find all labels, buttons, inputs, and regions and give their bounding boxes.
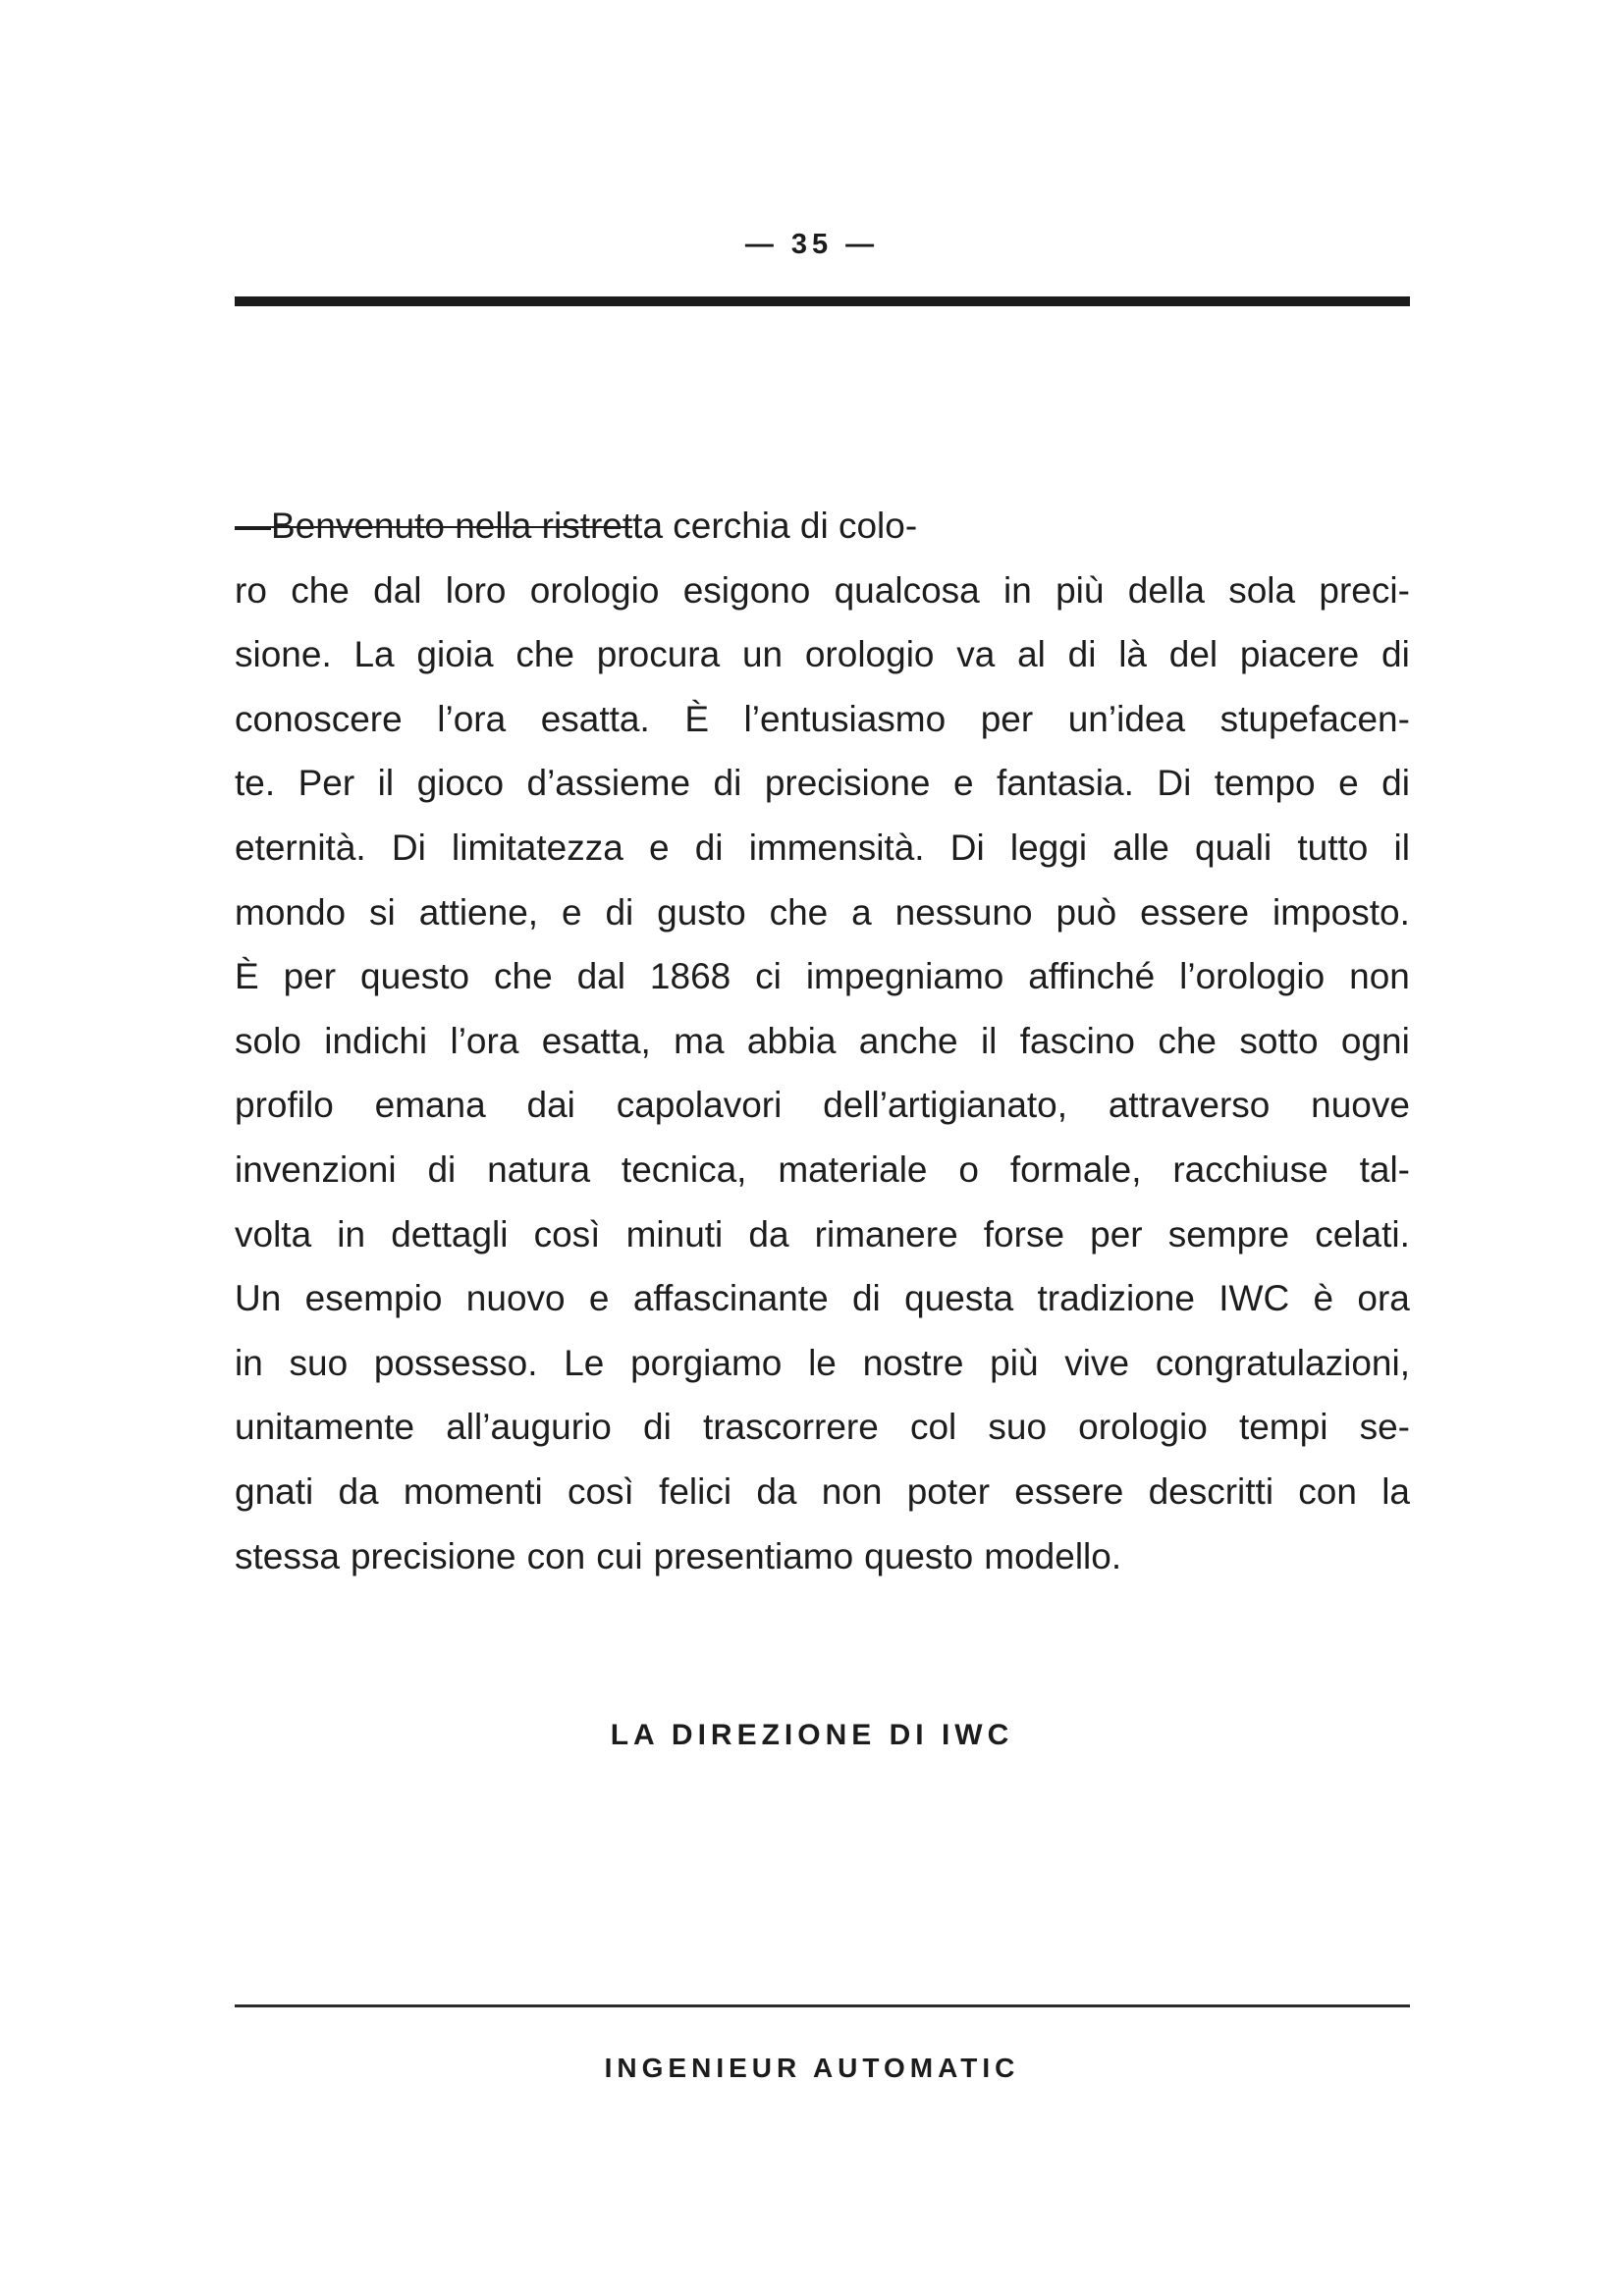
word: immensità. [748,827,925,868]
word: l’orologio [1179,956,1326,997]
word: va [956,634,996,675]
word: invenzioni [235,1148,397,1190]
word: ci [755,956,782,997]
word: minuti [625,1213,724,1255]
word: e [588,1278,610,1319]
word: anche [858,1020,958,1061]
word: della [1127,569,1205,611]
word: Di [391,827,426,868]
word: di [1067,634,1097,675]
word: al [1017,634,1046,675]
word: profilo [235,1085,334,1126]
body-line [235,751,1410,816]
word: e [1338,763,1359,804]
word: questo [360,956,470,997]
body-line-first [235,494,1410,559]
word: materiale [778,1148,928,1190]
word: ogni [1340,1020,1410,1061]
body-line [235,1009,1410,1074]
word: e [952,763,974,804]
word: conoscere [235,698,403,739]
header-rule [235,296,1410,306]
word: che [291,569,350,611]
body-line [235,1202,1410,1267]
word: orologio [529,569,660,611]
word: Di [949,827,985,868]
word: così [567,1470,634,1512]
word: IWC [1218,1278,1290,1319]
word: di [605,891,634,933]
word: essere [1140,891,1250,933]
word: dal [576,956,625,997]
word: che [769,891,829,933]
word: racchiuse [1172,1148,1328,1190]
word: imposto. [1272,891,1410,933]
word: Di [1157,763,1192,804]
word: in [235,1342,263,1383]
first-line-rest: ta cerchia di colo- [632,506,918,546]
word: modello. [984,1535,1122,1576]
body-line [235,1073,1410,1138]
word: dai [526,1085,575,1126]
word: unitamente [235,1407,415,1448]
word: dal [373,569,422,611]
word: di [643,1407,672,1448]
word: non [821,1470,883,1512]
word: poter [906,1470,991,1512]
word: impegniamo [805,956,1004,997]
word: precisione [350,1535,516,1576]
word: piacere [1239,634,1360,675]
word: più [990,1342,1039,1383]
word: porgiamo [630,1342,783,1383]
word: loro [445,569,507,611]
word: sempre [1167,1213,1290,1255]
word: tempo [1214,763,1316,804]
word: di [851,1278,881,1319]
word: nostre [862,1342,964,1383]
word: ro [235,569,267,611]
page-number: — 35 — [744,229,880,260]
word: che [515,634,574,675]
body-line [235,1395,1410,1460]
word: momenti [403,1470,543,1512]
word: mondo [235,891,347,933]
word: te. [235,763,276,804]
word: ma [674,1020,725,1061]
word: esempio [304,1278,443,1319]
word: orologio [804,634,935,675]
word: gnati [235,1470,314,1512]
word: vive [1064,1342,1130,1383]
body-line [235,1138,1410,1202]
signature: LA DIREZIONE DI IWC [610,1719,1014,1751]
word: forse [983,1213,1065,1255]
word: il [1393,827,1410,868]
word: È [684,698,709,739]
word: presentiamo [653,1535,854,1576]
word: gioco [416,763,505,804]
body-line [235,622,1410,687]
word: di [427,1148,457,1190]
word: un [741,634,784,675]
word: in [1003,569,1032,611]
word: felici [659,1470,732,1512]
word: tradizione [1037,1278,1195,1319]
word: sione. [235,634,332,675]
word: tutto [1297,827,1369,868]
body-text [235,494,1410,1588]
word: nessuno [894,891,1033,933]
body-lines [235,559,1410,1589]
word: e [561,891,582,933]
word: Per [298,763,355,804]
word: suo [289,1342,349,1383]
word: solo [235,1020,301,1061]
footer-title: INGENIEUR AUTOMATIC [604,2053,1020,2083]
body-line [235,1331,1410,1396]
word: a [851,891,872,933]
footer-rule [235,2004,1410,2007]
word: così [533,1213,601,1255]
word: quali [1195,827,1272,868]
word: affascinante [632,1278,829,1319]
word: tempi [1238,1407,1328,1448]
word: esigono [682,569,811,611]
word: da [338,1470,379,1512]
body-line [235,816,1410,881]
word: emana [374,1085,486,1126]
word: tal- [1359,1148,1410,1190]
word: col [909,1407,957,1448]
word: capolavori [616,1085,783,1126]
word: il [377,763,395,804]
word: fascino [1019,1020,1135,1061]
word: precisione [764,763,931,804]
word: alle [1112,827,1169,868]
body-line [235,559,1410,623]
word: tecnica, [621,1148,747,1190]
word: leggi [1009,827,1088,868]
word: Le [564,1342,605,1383]
word: è [1313,1278,1334,1319]
word: cui [596,1535,643,1576]
word: natura [487,1148,591,1190]
word: attiene, [418,891,539,933]
word: rimanere [814,1213,958,1255]
word: di [713,763,742,804]
word: l’ora [450,1020,519,1061]
word: di [694,827,724,868]
word: orologio [1078,1407,1208,1448]
word: là [1118,634,1148,675]
word: gusto [657,891,746,933]
word: per [1090,1213,1143,1255]
word: se- [1359,1407,1410,1448]
word: ora [1357,1278,1410,1319]
word: limitatezza [452,827,623,868]
word: da [756,1470,797,1512]
word: il [980,1020,998,1061]
word: per [283,956,337,997]
word: le [808,1342,837,1383]
word: in [337,1213,366,1255]
word: si [369,891,396,933]
word: possesso. [373,1342,538,1383]
word: stupefacen- [1219,698,1410,739]
body-line [235,1524,1410,1589]
word: esatta, [541,1020,651,1061]
word: questa [904,1278,1014,1319]
word: procura [596,634,721,675]
word: d’assieme [526,763,691,804]
word: stessa [235,1535,340,1576]
word: attraverso [1108,1085,1271,1126]
word: essere [1014,1470,1124,1512]
word: con [526,1535,586,1576]
word: che [494,956,553,997]
word: La [353,634,395,675]
word: di [1381,634,1410,675]
word: che [1158,1020,1217,1061]
word: con [1298,1470,1357,1512]
word: l’entusiasmo [743,698,947,739]
word: non [1349,956,1410,997]
word: nuove [1311,1085,1410,1126]
word: sotto [1239,1020,1319,1061]
word: un’idea [1067,698,1186,739]
word: 1868 [649,956,731,997]
body-line [235,944,1410,1009]
word: o [958,1148,979,1190]
word: affinché [1028,956,1156,997]
word: questo [864,1535,974,1576]
word: più [1056,569,1105,611]
body-line [235,1266,1410,1331]
word: del [1168,634,1218,675]
word: descritti [1148,1470,1274,1512]
word: abbia [746,1020,837,1061]
word: di [1381,763,1410,804]
word: trascorrere [702,1407,879,1448]
word: può [1056,891,1117,933]
word: formale, [1009,1148,1142,1190]
word: la [1381,1470,1410,1512]
word: nuovo [465,1278,566,1319]
body-line [235,687,1410,752]
word: gioia [416,634,494,675]
word: dell’artigianato, [823,1085,1068,1126]
word: congratulazioni, [1155,1342,1410,1383]
word: suo [988,1407,1048,1448]
word: fantasia. [997,763,1134,804]
word: È [235,956,259,997]
word: indichi [324,1020,428,1061]
struck-text: —Benvenuto nella ristret [235,506,633,546]
word: Un [235,1278,282,1319]
word: e [648,827,670,868]
word: all’augurio [446,1407,612,1448]
word: qualcosa [834,569,980,611]
word: preci- [1319,569,1410,611]
word: dettagli [391,1213,509,1255]
word: l’ora [437,698,507,739]
word: da [748,1213,789,1255]
word: sola [1228,569,1296,611]
word: celati. [1315,1213,1410,1255]
word: eternità. [235,827,366,868]
word: esatta. [540,698,650,739]
word: per [980,698,1034,739]
body-line [235,881,1410,945]
word: volta [235,1213,312,1255]
body-line [235,1460,1410,1524]
